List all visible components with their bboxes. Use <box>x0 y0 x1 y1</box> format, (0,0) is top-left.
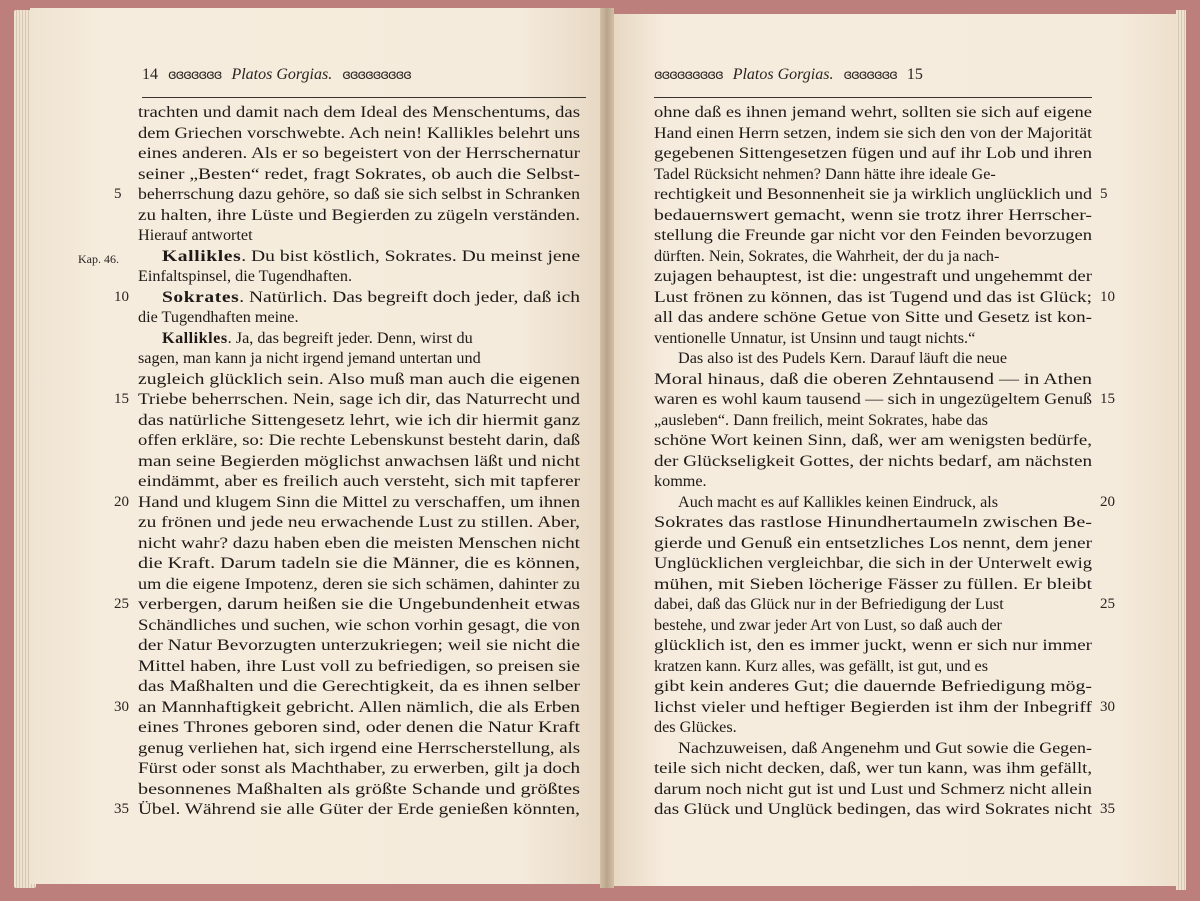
text-line: besonnenes Maßhalten als größte Schande und größtes <box>138 779 580 798</box>
text-line: rechtigkeit und Besonnenheit sie ja wirklich unglücklich und <box>654 185 1092 203</box>
text-line: die Kraft. Darum tadeln sie die Männer, die es können, <box>138 554 580 572</box>
text-line: kratzen kann. Kurz alles, was gefällt, ist gut, und es <box>654 656 988 675</box>
text-line: des Glückes. <box>654 718 737 736</box>
ornament-band: ɞɞɞɞɞɞɞɞɞ <box>342 67 411 83</box>
text-line: dabei, daß das Glück nur in der Befriedigung der Lust <box>654 595 1004 613</box>
text-line: trachten und damit nach dem Ideal des Menschentums, das <box>138 103 580 121</box>
text-line: an Mannhaftigkeit gebricht. Allen nämlich, die als Erben <box>138 697 580 716</box>
line-number: 10 <box>1100 288 1115 305</box>
text-line: das Glück und Unglück bedingen, das wird Sokrates nicht <box>654 800 1092 818</box>
text-line: all das andere schöne Getue von Sitte und Gesetz ist kon- <box>654 308 1092 326</box>
text-line: Lust frönen zu können, das ist Tugend und das ist Glück; <box>654 287 1092 306</box>
text-line: man seine Begierden möglichst anwachsen läßt und nicht <box>138 451 580 470</box>
line-number: 10 <box>114 288 129 305</box>
line-number: 25 <box>114 596 129 612</box>
text-line: nicht wahr? dazu haben eben die meisten Menschen nicht <box>138 533 580 552</box>
text-line: sagen, man kann ja nicht irgend jemand untertan und <box>138 349 481 367</box>
text-line: Sokrates. Natürlich. Das begreift doch jeder, daß ich <box>162 287 580 306</box>
text-line: ventionelle Unnatur, ist Unsinn und taugt nichts.“ <box>654 328 976 347</box>
line-number: 15 <box>1100 391 1115 407</box>
text-line: Das also ist des Pudels Kern. Darauf läuft die neue <box>678 349 1008 367</box>
line-number: 30 <box>1100 698 1115 715</box>
text-line: genug verliehen hat, sich irgend eine Herrscherstellung, als <box>138 738 580 757</box>
text-line: der Glückseligkeit Gottes, der nichts bedarf, am nächsten <box>654 451 1092 470</box>
text-line: beherrschung dazu gehöre, so daß sie sich selbst in Schranken <box>138 185 580 203</box>
text-line: Hierauf antwortet <box>138 226 253 244</box>
text-line: „ausleben“. Dann freilich, meint Sokrates, habe das <box>654 410 988 429</box>
line-number: 35 <box>114 801 129 817</box>
line-number: 5 <box>114 186 122 202</box>
line-number: 15 <box>114 391 129 407</box>
text-line: eines anderen. Als er so begeistert von der Herrschernatur <box>138 144 580 162</box>
text-line: zujagen behauptest, ist die: ungestraft und ungehemmt der <box>654 267 1092 285</box>
text-line: zu frönen und jede neu erwachende Lust zu stillen. Aber, <box>138 513 580 531</box>
line-number: 25 <box>1100 596 1115 612</box>
text-line: dem Griechen vorschwebte. Ach nein! Kallikles belehrt uns <box>138 123 580 142</box>
text-line: das Maßhalten und die Gerechtigkeit, da es ihnen selber <box>138 677 580 695</box>
text-line: Fürst oder sonst als Machthaber, zu erwerben, gilt ja doch <box>138 759 580 777</box>
book-gutter <box>600 8 614 888</box>
right-running-head <box>654 66 923 84</box>
text-line: darum noch nicht gut ist und Lust und Schmerz nicht allein <box>654 779 1092 798</box>
text-line: um die eigene Impotenz, deren sie sich schämen, dahinter zu <box>138 574 580 593</box>
header-rule <box>654 97 1092 98</box>
line-number: 20 <box>114 493 129 510</box>
text-line: zu halten, ihre Lüste und Begierden zu zügeln verständen. <box>138 205 580 224</box>
text-line: der Natur Bevorzugten unterzukriegen; weil sie nicht die <box>138 636 580 654</box>
text-line: eines Thrones geboren sind, oder denen die Natur Kraft <box>138 718 580 736</box>
text-line: gegebenen Sittengesetzen fügen und auf ihr Lob und ihren <box>654 144 1092 162</box>
text-line: schöne Wort keinen Sinn, daß, wer am wenigsten bedürfe, <box>654 431 1092 449</box>
text-line: Hand einen Herrn setzen, indem sie sich den von der Majorität <box>654 123 1092 142</box>
text-line: bestehe, und zwar jeder Art von Lust, so daß auch der <box>654 615 1002 634</box>
text-line: komme. <box>654 472 707 490</box>
text-line: Kallikles. Ja, das begreift jeder. Denn, wirst du <box>162 328 473 347</box>
text-line: glücklich ist, den es immer juckt, wenn er sich nur immer <box>654 636 1092 654</box>
text-line: Mittel haben, ihre Lust voll zu befriedigen, so preisen sie <box>138 656 580 675</box>
text-line: Sokrates das rastlose Hinundhertaumeln zwischen Be- <box>654 513 1092 531</box>
chapter-marker: Kap. 46. <box>78 252 119 266</box>
text-line: Hand und klugem Sinn die Mittel zu verschaffen, um ihnen <box>138 492 580 511</box>
text-line: Kallikles. Du bist köstlich, Sokrates. Du meinst jene <box>162 246 580 265</box>
page-number: 14 <box>142 66 158 83</box>
ornament-band: ɞɞɞɞɞɞɞ <box>168 67 222 83</box>
text-line: ohne daß es ihnen jemand wehrt, sollten sie sich auf eigene <box>654 103 1092 121</box>
text-line: Triebe beherrschen. Nein, sage ich dir, das Naturrecht und <box>138 390 580 408</box>
text-line: eindämmt, aber es freilich auch versteht, sich mit tapferer <box>138 472 580 490</box>
text-line: verbergen, darum heißen sie die Ungebundenheit etwas <box>138 595 580 613</box>
text-line: das natürliche Sittengesetz lehrt, wie ich dir hiermit ganz <box>138 410 580 429</box>
left-running-head <box>142 66 411 84</box>
running-title: Platos Gorgias. <box>231 66 333 83</box>
text-line: Tadel Rücksicht nehmen? Dann hätte ihre ideale Ge- <box>654 164 996 183</box>
text-line: Unglücklichen vergleichbar, die sich in der Unterwelt ewig <box>654 554 1092 572</box>
line-number: 30 <box>114 698 129 715</box>
text-line: offen erkläre, so: Die rechte Lebenskunst besteht darin, daß <box>138 431 580 449</box>
text-line: mühen, mit Sieben löcherige Fässer zu füllen. Er bleibt <box>654 574 1092 593</box>
line-number: 20 <box>1100 493 1115 510</box>
text-line: stellung die Freunde gar nicht vor den Feinden bevorzugen <box>654 226 1092 244</box>
text-line: Übel. Während sie alle Güter der Erde genießen könnten, <box>138 800 580 818</box>
ornament-band: ɞɞɞɞɞɞɞɞɞ <box>654 67 723 83</box>
text-line: Auch macht es auf Kallikles keinen Eindruck, als <box>678 492 999 511</box>
line-number: 35 <box>1100 801 1115 817</box>
text-line: Nachzuweisen, daß Angenehm und Gut sowie die Gegen- <box>678 738 1092 757</box>
text-line: zugleich glücklich sein. Also muß man auch die eigenen <box>138 369 580 388</box>
text-line: Moral hinaus, daß die oberen Zehntausend — in Athen <box>654 369 1092 388</box>
text-line: die Tugendhaften meine. <box>138 308 299 326</box>
text-line: seiner „Besten“ redet, fragt Sokrates, ob auch die Selbst- <box>138 164 580 183</box>
text-line: lichst vieler und heftiger Begierden ist ihm der Inbegriff <box>654 697 1092 716</box>
text-line: gibt kein anderes Gut; die dauernde Befriedigung mög- <box>654 677 1092 695</box>
text-line: Schändliches und suchen, wie schon vorhin gesagt, die von <box>138 615 580 634</box>
text-line: Einfaltspinsel, die Tugendhaften. <box>138 267 353 285</box>
text-line: gierde und Genuß ein entsetzliches Los nennt, dem jener <box>654 533 1092 552</box>
ornament-band: ɞɞɞɞɞɞɞ <box>843 67 897 83</box>
text-line: bedauernswert gemacht, wenn sie trotz ihrer Herrscher- <box>654 205 1092 224</box>
text-line: dürften. Nein, Sokrates, die Wahrheit, der du ja nach- <box>654 246 1000 265</box>
running-title: Platos Gorgias. <box>732 66 834 83</box>
text-line: teile sich nicht decken, daß, wer tun kann, was ihm gefällt, <box>654 759 1092 777</box>
page-edges-right <box>1176 10 1186 890</box>
line-number: 5 <box>1100 186 1108 202</box>
text-line: waren es wohl kaum tausend — sich in ungezügeltem Genuß <box>654 390 1092 408</box>
page-number: 15 <box>906 66 923 83</box>
header-rule <box>142 97 586 98</box>
